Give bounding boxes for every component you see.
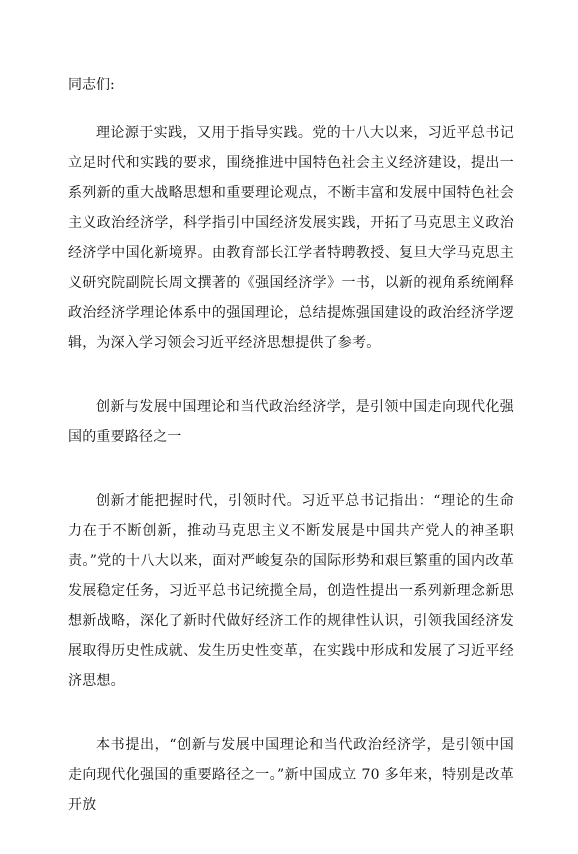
paragraph-section-heading: 创新与发展中国理论和当代政治经济学，是引领中国走向现代化强国的重要路径之一 [68,399,514,445]
paragraph-book-claim: 本书提出，“创新与发展中国理论和当代政治经济学，是引领中国走向现代化强国的重要路径之一。”新中国成立 70 多年来，特别是改革开放 [68,737,514,813]
document-body [68,70,514,854]
paragraph-innovation: 创新才能把握时代，引领时代。习近平总书记指出：“理论的生命力在于不断创新，推动马克思主义不断发展是中国共产党人的神圣职责。”党的十八大以来，面对严峻复杂的国际形势和艰巨繁重的国内改革发展稳定任务，习近平总书记统揽全局，创造性提出一系列新理念新思想新战略，深化了新时代做好经济工作的规律性认识，引领我国经济发展取得历史性成就、发生历史性变革，在实践中形成和发展了习近平经济思想。 [68,493,514,689]
paragraph-intro: 理论源于实践，又用于指导实践。党的十八大以来，习近平总书记立足时代和实践的要求，围绕推进中国特色社会主义经济建设，提出一系列新的重大战略思想和重要理论观点，不断丰富和发展中国特色社会主义政治经济学，科学指引中国经济发展实践，开拓了马克思主义政治经济学中国化新境界。由教育部长江学者特聘教授、复旦大学马克思主义研究院副院长周文撰著的《强国经济学》一书，以新的视角系统阐释政治经济学理论体系中的强国理论，总结提炼强国建设的政治经济学逻辑，为深入学习领会习近平经济思想提供了参考。 [68,125,514,351]
salutation: 同志们: [68,77,115,93]
